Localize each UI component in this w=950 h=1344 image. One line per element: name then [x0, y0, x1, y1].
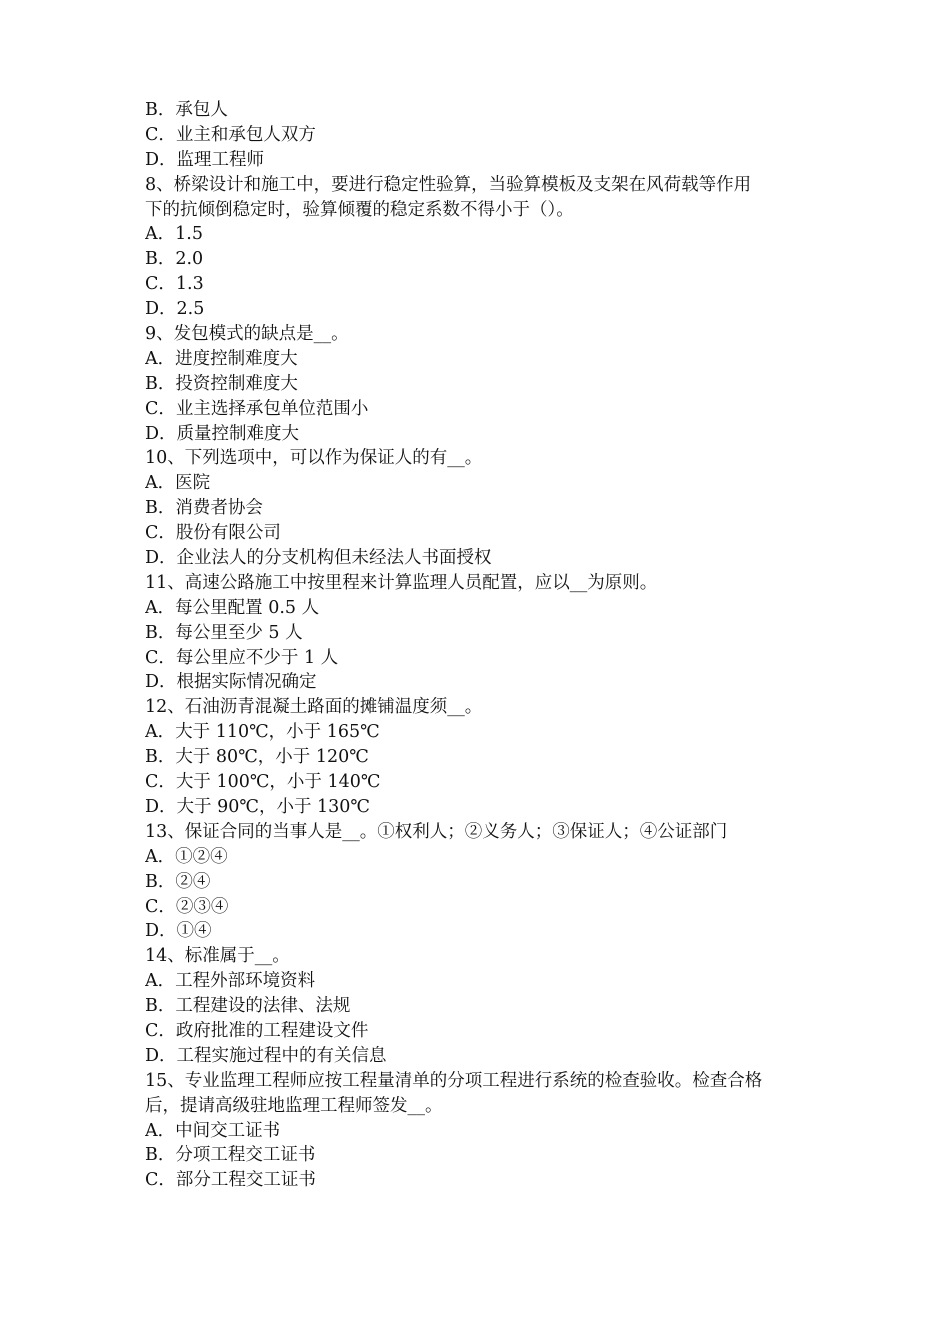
option-line: C．1.3 [145, 274, 204, 295]
option-line: C．部分工程交工证书 [145, 1170, 316, 1191]
option-line: B．2.0 [145, 249, 204, 270]
option-line: B．分项工程交工证书 [145, 1145, 316, 1166]
option-line: C．大于 100℃，小于 140℃ [145, 772, 381, 793]
question-line: 11、高速公路施工中按里程来计算监理人员配置，应以__为原则。 [145, 572, 658, 593]
option-line: D．质量控制难度大 [145, 423, 300, 444]
option-line: C．政府批准的工程建设文件 [145, 1020, 369, 1041]
option-line: B．承包人 [145, 100, 228, 120]
option-line: D．大于 90℃，小于 130℃ [145, 796, 370, 817]
option-line: A．1.5 [145, 224, 203, 245]
option-line: D．根据实际情况确定 [145, 672, 317, 693]
option-line: B．每公里至少 5 人 [145, 622, 303, 643]
question-line: 下的抗倾倒稳定时，验算倾覆的稳定系数不得小于（）。 [145, 199, 574, 220]
option-line: C．业主选择承包单位范围小 [145, 398, 369, 419]
question-line: 15、专业监理工程师应按工程量清单的分项工程进行系统的检查验收。检查合格 [145, 1070, 763, 1091]
option-line: A．医院 [145, 473, 211, 494]
question-line: 10、下列选项中，可以作为保证人的有__。 [145, 448, 483, 469]
option-line: A．大于 110℃，小于 165℃ [145, 722, 380, 743]
option-line: B．②④ [145, 871, 211, 892]
option-line: A．进度控制难度大 [145, 348, 298, 369]
option-line: C．②③④ [145, 896, 229, 917]
option-line: A．每公里配置 0.5 人 [145, 597, 320, 618]
option-line: D．监理工程师 [145, 149, 265, 170]
question-line: 13、保证合同的当事人是__。①权利人；②义务人；③保证人；④公证部门 [145, 821, 728, 842]
question-line: 后，提请高级驻地监理工程师签发__。 [145, 1095, 443, 1116]
option-line: C．业主和承包人双方 [145, 124, 316, 145]
option-line: A．工程外部环境资料 [145, 971, 316, 992]
option-line: C．股份有限公司 [145, 523, 281, 544]
option-line: B．工程建设的法律、法规 [145, 996, 351, 1017]
option-line: A．中间交工证书 [145, 1120, 281, 1141]
option-line: D．①④ [145, 921, 212, 942]
option-line: D．企业法人的分支机构但未经法人书面授权 [145, 548, 492, 569]
option-line: D．工程实施过程中的有关信息 [145, 1045, 387, 1066]
option-line: C．每公里应不少于 1 人 [145, 647, 339, 668]
option-line: B．投资控制难度大 [145, 373, 298, 394]
option-line: B．大于 80℃，小于 120℃ [145, 747, 369, 768]
question-line: 8、桥梁设计和施工中，要进行稳定性验算，当验算模板及支架在风荷载等作用 [145, 174, 752, 195]
document-body [145, 98, 810, 1193]
option-line: A．①②④ [145, 846, 228, 867]
option-line: B．消费者协会 [145, 498, 263, 519]
question-line: 14、标准属于__。 [145, 946, 290, 967]
question-line: 9、发包模式的缺点是__。 [145, 324, 349, 345]
question-line: 12、石油沥青混凝土路面的摊铺温度须__。 [145, 697, 483, 718]
option-line: D．2.5 [145, 299, 205, 320]
